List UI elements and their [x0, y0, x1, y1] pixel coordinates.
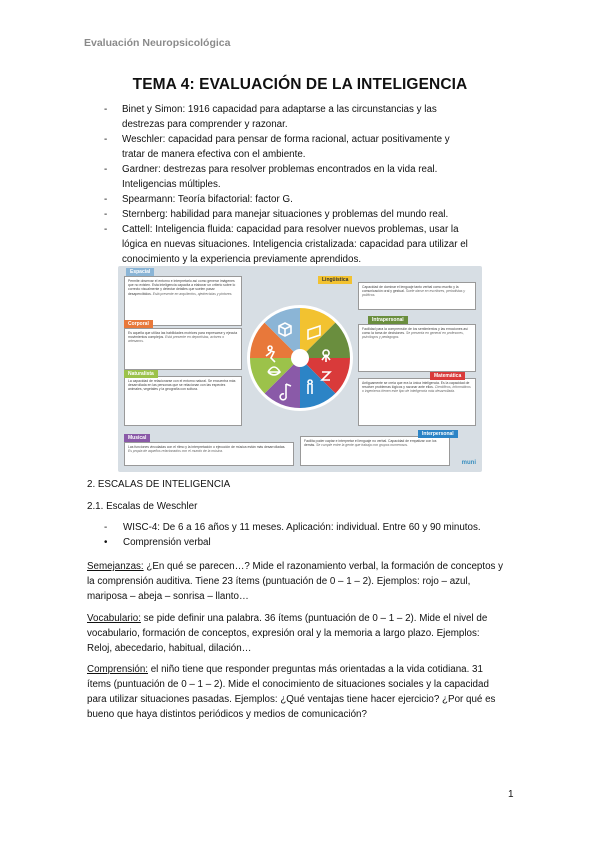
definition-item: - Cattell: Inteligencia fluida: capacidad para resolver nuevos problemas, usar la lógica en nuevas situaciones. Inteligencia cristalizada: capacidad para utilizar el conocimiento y la experiencia previamente aprendidos. — [104, 224, 468, 265]
corporal-box: Es aquella que utiliza las habilidades motrices para expresarse y ejecuta movimientos complejos. Está presente en deportistas, actores o artesanos. — [124, 328, 242, 370]
naturalista-box: La capacidad de relacionarse con el entorno natural. Se encuentra más desarrollada en las personas que se relacionan con las especies animales, vegetales y la geografía con soltura. — [124, 376, 242, 426]
musical-box: Las funciones vinculadas con el ritmo y la interpretación o ejecución de música están más desarrolladas. Es propia de aquellos relacionados con el mundo de la música. — [124, 442, 294, 466]
intrapersonal-box: Facilidad para la comprensión de los sentimientos y las emociones así como la toma de decisiones. Se presenta en general en profesores, psicólogos y pedagogos. — [358, 324, 476, 372]
page-title: TEMA 4: EVALUACIÓN DE LA INTELIGENCIA — [132, 76, 468, 93]
brand-logo: muni — [461, 460, 476, 466]
definitions-list — [104, 102, 504, 267]
term-semejanzas: Semejanzas: — [87, 561, 144, 572]
page-number: 1 — [508, 789, 514, 800]
wheel-hub — [291, 349, 309, 367]
definition-item: - Sternberg: habilidad para manejar situaciones y problemas del mundo real. — [104, 209, 449, 220]
espacial-tab: Espacial — [126, 268, 154, 276]
intelligences-wheel — [246, 304, 354, 412]
semejanzas-paragraph: Semejanzas: ¿En qué se parecen…? Mide el razonamiento verbal, la formación de conceptos y la comprensión auditiva. Tiene 23 ítems (puntuación de 0 – 1 – 2). Ejemplos: rojo – azul, mariposa – abeja – sonrisa – llanto… — [87, 561, 504, 602]
linguistica-box: Capacidad de dominar el lenguaje tanto verbal como escrito y la comunicación oral y gestual. Suele darse en escritores, periodistas y políticos. — [358, 282, 476, 310]
espacial-box: Permite observar el entorno e interpretarlo así como generar imágenes que no existen. Esta inteligencia capacita a elaborar un criterio sobre lo correcto visualmente y detectar detalles que suelen pasar desapercibidos. Está presente en arquitectos, ajedrecistas y pintores. — [124, 276, 242, 326]
corporal-tab: Corporal — [124, 320, 153, 328]
term-comprension: Comprensión: — [87, 664, 148, 675]
musical-tab: Musical — [124, 434, 150, 442]
term-vocabulario: Vocabulario: — [87, 613, 141, 624]
running-header: Evaluación Neuropsicológica — [84, 37, 231, 49]
vocabulario-paragraph: Vocabulario: se pide definir una palabra. 36 ítems (puntuación de 0 – 1 – 2). Mide el nivel de vocabulario, formación de conceptos, expresión oral y la memoria a largo plazo. Ejemplos: Reloj, abecedario, habitual, dilación… — [87, 613, 488, 654]
comprension-paragraph: Comprensión: el niño tiene que responder preguntas más orientadas a la vida cotidiana. 31 ítems (puntuación de 0 – 1 – 2). Mide el conocimiento de situaciones sociales y la capacidad para utilizar situaciones pasadas. Ejemplos: ¿Qué ventajas tiene hacer ejercicio? ¿Por qué es bueno que haya distintos periódicos y medios de comunicación? — [87, 664, 496, 720]
interpersonal-box: Facilita poder captar e interpretar el lenguaje no verbal. Capacidad de empatizar con los demás. Se cumple entre la gente que trabaja con grupos numerosos. — [300, 436, 450, 466]
multiple-intelligences-infographic — [118, 266, 482, 472]
interpersonal-tab: Interpersonal — [418, 430, 458, 438]
section-subheading: 2.1. Escalas de Weschler — [87, 501, 198, 512]
definition-item: - Weschler: capacidad para pensar de forma racional, actuar positivamente y tratar de manera efectiva con el ambiente. — [104, 134, 450, 160]
section-heading: 2. ESCALAS DE INTELIGENCIA — [87, 479, 231, 490]
definition-item: - Gardner: destrezas para resolver problemas encontrados en la vida real. Inteligencias múltiples. — [104, 164, 438, 190]
linguistica-tab: Lingüística — [318, 276, 352, 284]
intrapersonal-tab: Intrapersonal — [368, 316, 408, 324]
matematica-box: Antiguamente se creía que era la única inteligencia. Es la capacidad de resolver problemas lógicos y razonar ante ellos. Científicos, informáticos o ingenieros tienen este tipo de inteligencia más desarrollada. — [358, 378, 476, 426]
definition-item: - Spearmann: Teoría bifactorial: factor G. — [104, 194, 293, 205]
matematica-tab: Matemática — [430, 372, 465, 380]
definition-item: - Binet y Simon: 1916 capacidad para adaptarse a las circunstancias y las destrezas para comprender y razonar. — [104, 104, 437, 130]
naturalista-tab: Naturalista — [124, 370, 158, 378]
